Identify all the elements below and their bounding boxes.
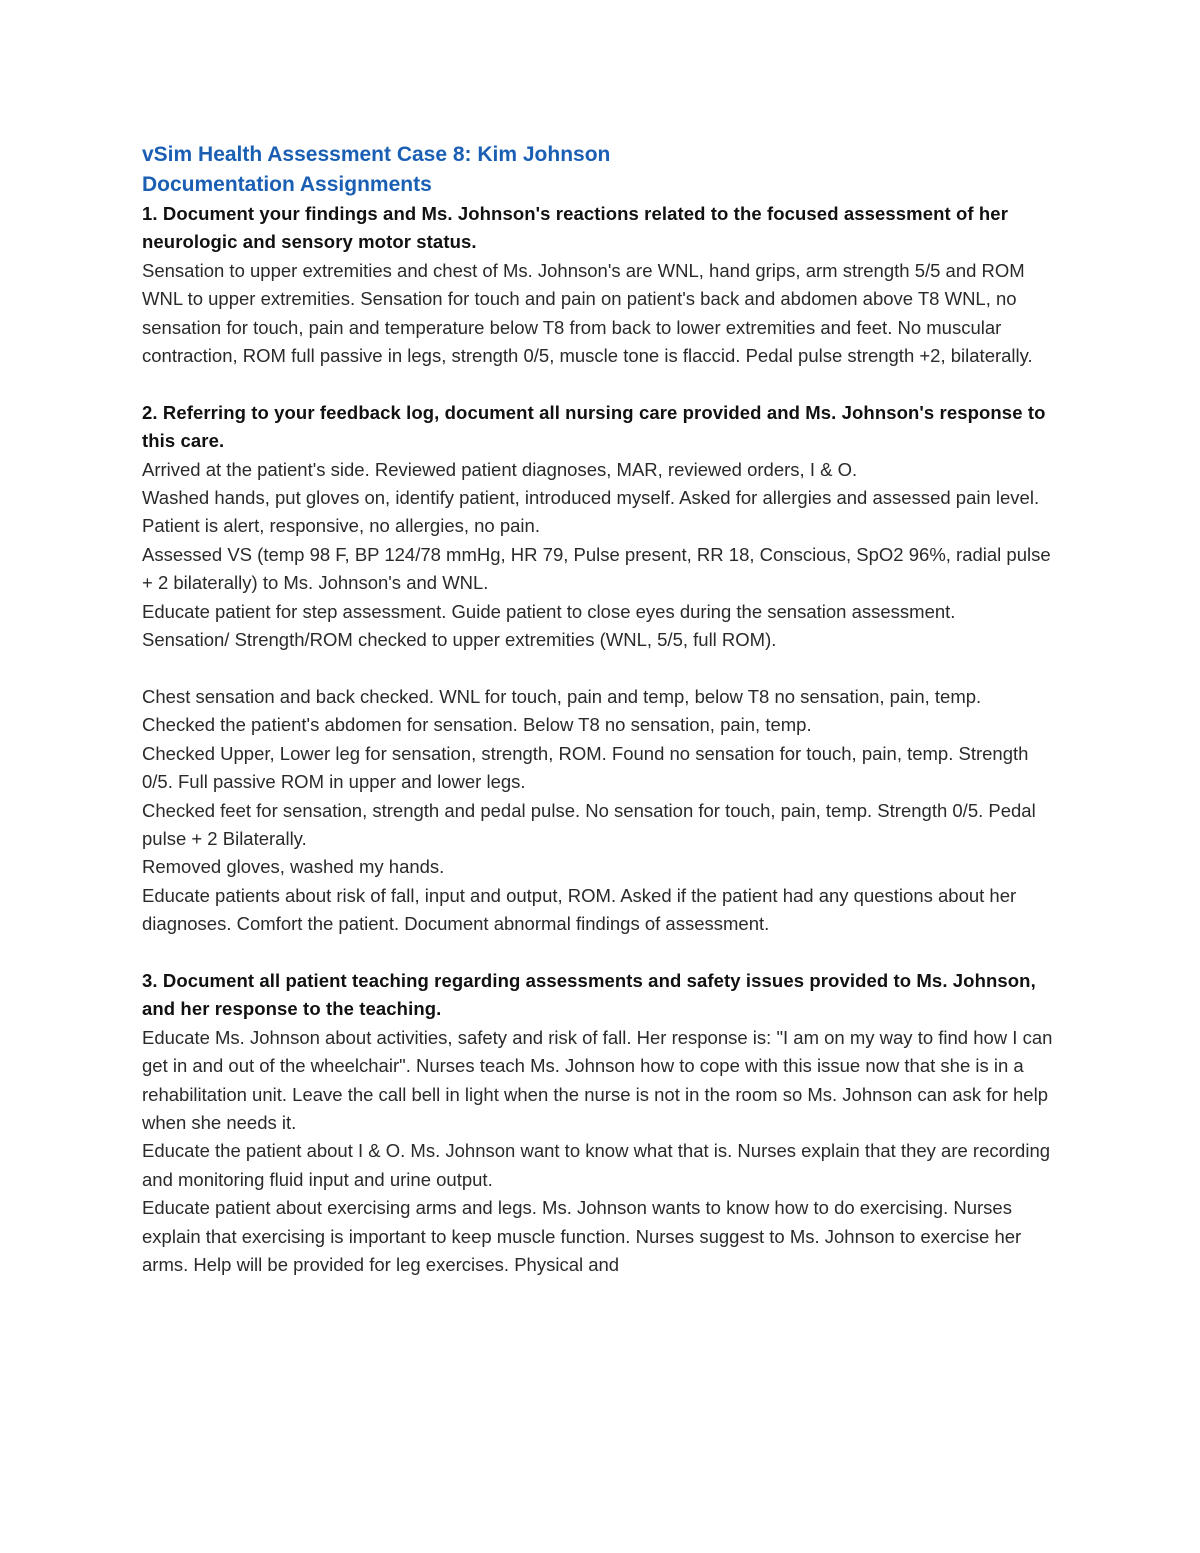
answer-2-paragraph: Checked the patient's abdomen for sensation. Below T8 no sensation, pain, temp.: [142, 714, 812, 736]
answer-2-paragraph: Sensation/ Strength/ROM checked to upper extremities (WNL, 5/5, full ROM).: [142, 629, 777, 651]
answer-2-paragraph: Arrived at the patient's side. Reviewed patient diagnoses, MAR, reviewed orders, I & O.: [142, 458, 858, 480]
section-spacer: [142, 939, 1062, 967]
document-page: [142, 140, 1062, 1279]
answer-2-paragraph: Checked feet for sensation, strength and pedal pulse. No sensation for touch, pain, temp. Strength 0/5. Pedal pulse + 2 Bilaterally.: [142, 799, 1036, 849]
answer-2-paragraph: Educate patients about risk of fall, input and output, ROM. Asked if the patient had any questions about her diagnoses. Comfort the patient. Document abnormal findings of assessment.: [142, 884, 1017, 935]
document-subtitle: Documentation Assignments: [142, 173, 432, 196]
answer-2-paragraph: Assessed VS (temp 98 F, BP 124/78 mmHg, HR 79, Pulse present, RR 18, Conscious, SpO2 96%, radial pulse + 2 bilaterally) to Ms. Johnson's and WNL.: [142, 543, 1051, 594]
question-3: 3. Document all patient teaching regarding assessments and safety issues provided to Ms. Johnson, and her response to the teaching.: [142, 969, 1036, 1020]
answer-3-paragraph: Educate the patient about I & O. Ms. Johnson want to know what that is. Nurses explain that they are recording and monitoring fluid input and urine output.: [142, 1140, 1051, 1190]
question-1: 1. Document your findings and Ms. Johnson's reactions related to the focused assessment of her neurologic and sensory motor status.: [142, 203, 1008, 253]
answer-2-paragraph: Checked Upper, Lower leg for sensation, strength, ROM. Found no sensation for touch, pain, temp. Strength 0/5. Full passive ROM in upper and lower legs.: [142, 742, 1029, 793]
answer-3-paragraph: Educate Ms. Johnson about activities, safety and risk of fall. Her response is: "I am on my way to find how I can get in and out of the wheelchair". Nurses teach Ms. Johnson how to cope with this issue now that she is in a rehabilitation unit. Leave the call bell in light when the nurse is not in the room so Ms. Johnson can ask for help when she needs it.: [142, 1026, 1053, 1133]
question-2: 2. Referring to your feedback log, document all nursing care provided and Ms. Johnson's response to this care.: [142, 401, 1046, 452]
paragraph-spacer: [142, 654, 1062, 682]
document-title: vSim Health Assessment Case 8: Kim Johnson: [142, 143, 611, 166]
answer-3-paragraph: Educate patient about exercising arms and legs. Ms. Johnson wants to know how to do exercising. Nurses explain that exercising is important to keep muscle function. Nurses suggest to Ms. Johnson to exercise her arms. Help will be provided for leg exercises. Physical and: [142, 1197, 1022, 1275]
section-spacer: [142, 370, 1062, 398]
answer-1-paragraph: Sensation to upper extremities and chest of Ms. Johnson's are WNL, hand grips, arm strength 5/5 and ROM WNL to upper extremities. Sensation for touch and pain on patient's back and abdomen above T8 WNL, no sensation for touch, pain and temperature below T8 from back to lower extremities and feet. No muscular contraction, ROM full passive in legs, strength 0/5, muscle tone is flaccid. Pedal pulse strength +2, bilaterally.: [142, 259, 1033, 367]
answer-2-paragraph: Chest sensation and back checked. WNL for touch, pain and temp, below T8 no sensation, pain, temp.: [142, 685, 982, 707]
answer-2-paragraph: Washed hands, put gloves on, identify patient, introduced myself. Asked for allergies and assessed pain level. Patient is alert, responsive, no allergies, no pain.: [142, 487, 1040, 537]
answer-2-paragraph: Educate patient for step assessment. Guide patient to close eyes during the sensation assessment.: [142, 600, 956, 622]
answer-2-paragraph: Removed gloves, washed my hands.: [142, 856, 445, 878]
